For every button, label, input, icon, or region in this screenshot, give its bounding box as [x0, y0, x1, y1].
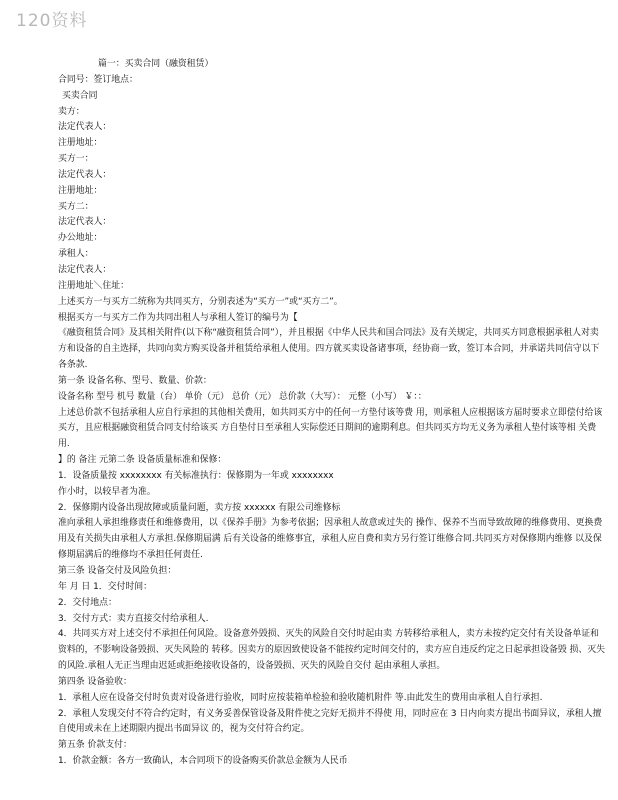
document-body — [58, 57, 606, 770]
document-title: 篇一：买卖合同（融资租赁） — [98, 59, 214, 69]
quality-clause-1-cont: 作小时，以较早者为准。 — [58, 486, 156, 497]
seller-line: 卖方： — [58, 106, 85, 117]
risk-transfer-paragraph: 4．共同买方对上述交付不承担任何风险。设备意外毁损、灭失的风险自交付时起由卖 方转移给承租人，卖方未按约定交付有关设备单证和资料的，不影响设备毁损、灭失风险的 转移。因卖方的原因致使设备不能按约定时间交付的，卖方应自违反约定之日起承担设备毁 损、灭失的风险.承租人无正当理由迟延或拒绝接收设备的，设备毁损、灭失的风险自交付 起由承租人承担。 — [58, 629, 606, 672]
lessee-rep-line: 法定代表人： — [58, 264, 112, 275]
article-2-heading: 】的 备注 元第二条 设备质量标准和保修： — [58, 455, 227, 466]
lease-number-line: 根据买方一与买方二作为共同出租人与承租人签订的编号为【 — [58, 312, 298, 323]
seller-rep-line: 法定代表人： — [58, 122, 112, 133]
acceptance-clause-1: 1．承租人应在设备交付时负责对设备进行验收，同时应按装箱单检验和验收随机附件 等.由此发生的费用由承租人自行承担. — [58, 692, 543, 703]
delivery-method-line: 3．交付方式：卖方直接交付给承租人. — [58, 613, 209, 624]
buyer1-address-line: 注册地址： — [58, 185, 103, 196]
quality-clause-2-cont: 准向承租人承担维修责任和维修费用，以《保养手册》为参考依据；因承租人故意或过失的 操作、保养不当而导致故障的维修费用、更换费用及有关损失由承租人方承担.保修期届满 后有关设备的维修事宜，承租人应自费和卖方另行签订维修合同.共同买方对保修期内维修 以及保修期届满后的维修均不承担任何责任. — [58, 518, 603, 561]
quality-clause-1: 1．设备质量按 xxxxxxxx 有关标准执行：保修期为一年或 xxxxxxxx — [58, 470, 334, 481]
delivery-place-line: 2．交付地点： — [58, 597, 117, 608]
buyer1-line: 买方一： — [58, 154, 94, 165]
article-5-heading: 第五条 价款支付： — [58, 740, 132, 751]
delivery-time-line: 年 月 日 1．交付时间： — [58, 581, 152, 592]
contract-heading: 买卖合同 — [62, 90, 98, 101]
lessee-address-line: 注册地址＼住址： — [58, 280, 129, 291]
article-3-heading: 第三条 设备交付及风险负担： — [58, 566, 177, 576]
buyer2-rep-line: 法定代表人： — [58, 217, 112, 228]
watermark: 120资料 — [16, 11, 88, 31]
buyer2-office-line: 办公地址： — [58, 233, 103, 244]
joint-buyer-statement: 上述买方一与买方二统称为共同买方，分别表述为“买方一”或“买方二”。 — [58, 296, 343, 307]
price-exclusion-paragraph: 上述总价款不包括承租人应自行承担的其他相关费用，如共同买方中的任何一方垫付该等费 用，则承租人应根据该方届时要求立即偿付给该买方，且应根据融资租赁合同支付给该买 方自垫付日至承租人实际偿还日期间的逾期利息。但共同买方均无义务为承租人垫付该等相 关费用. — [58, 407, 603, 450]
article-1-heading: 第一条 设备名称、型号、数量、价款： — [58, 375, 212, 386]
buyer1-rep-line: 法定代表人： — [58, 169, 112, 180]
acceptance-clause-2: 2．承租人发现交付不符合约定时，有义务妥善保管设备及附件使之完好无损并不得使 用，同时应在 3 日内向卖方提出书面异议，承租人擅自使用或未在上述期限内提出书面异议 的，视为交付符合约定。 — [58, 708, 602, 735]
preamble-paragraph: 《融资租赁合同》及其相关附件(以下称“融资租赁合同”），并且根据《中华人民共和国合同法》及有关规定，共同买方同意根据承租人对卖方和设备的自主选择，共同向卖方购买设备并租赁给承租人使用。四方就买卖设备诸事项，经协商一致，签订本合同，并承诺共同信守以下各条款. — [58, 328, 600, 371]
lessee-line: 承租人： — [58, 249, 94, 260]
seller-address-line: 注册地址： — [58, 138, 103, 149]
article-4-heading: 第四条 设备验收： — [58, 676, 132, 687]
equipment-table-header: 设备名称 型号 机号 数量（台） 单价（元） 总价（元） 总价款（大写）： 元整（小写） ￥：： — [58, 391, 427, 402]
contract-number-line: 合同号：签订地点： — [58, 74, 138, 85]
buyer2-line: 买方二： — [58, 201, 94, 212]
payment-clause-1: 1．价款金额：各方一致确认，本合同项下的设备购买价款总金额为人民币 — [58, 756, 348, 767]
quality-clause-2: 2．保修期内设备出现故障或质量问题，卖方按 xxxxxx 有限公司维修标 — [58, 502, 341, 513]
